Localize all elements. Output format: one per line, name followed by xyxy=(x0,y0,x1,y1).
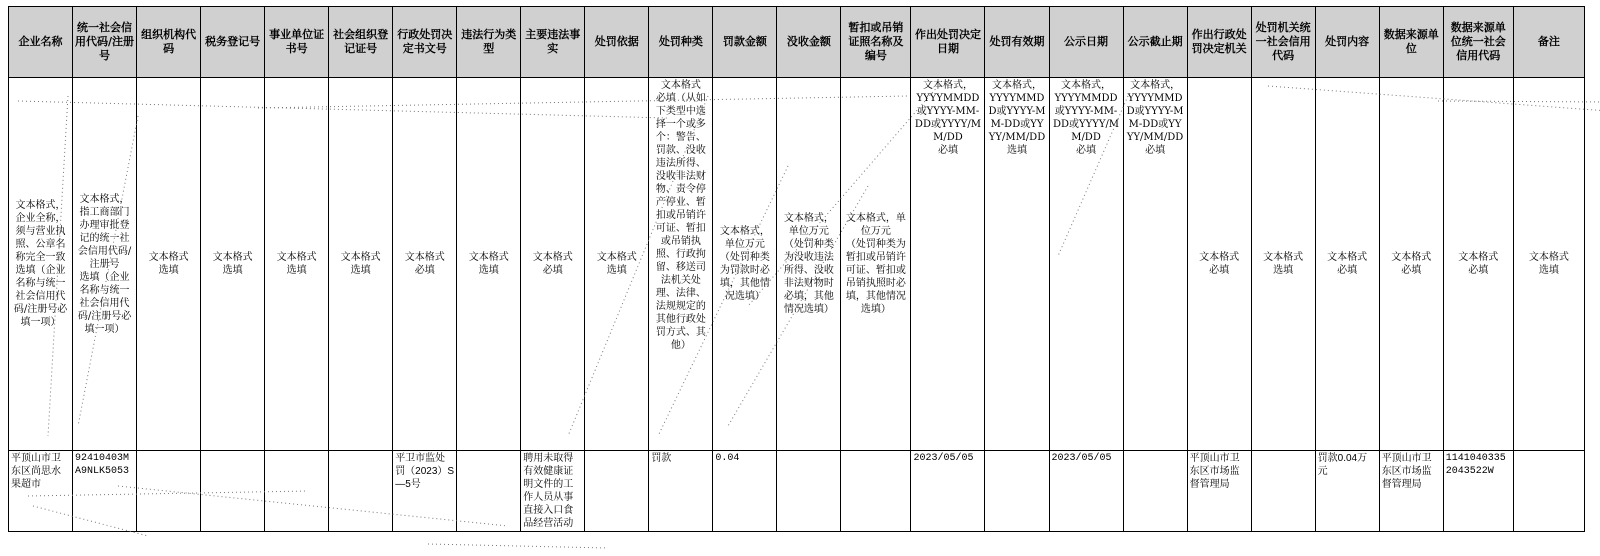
format-cell[interactable]: 文本格式 必填 xyxy=(1379,78,1443,451)
header-row xyxy=(9,7,1585,78)
data-cell[interactable]: 平卫市监处罚（2023）S—5号 xyxy=(393,451,457,532)
header-cell[interactable]: 统一社会信用代码/注册号 xyxy=(73,7,137,78)
format-cell[interactable]: 文本格式 必填 xyxy=(1315,78,1379,451)
data-cell[interactable] xyxy=(777,451,841,532)
header-cell[interactable]: 违法行为类型 xyxy=(457,7,521,78)
header-cell[interactable]: 罚款金额 xyxy=(713,7,777,78)
header-cell[interactable]: 作出处罚决定日期 xyxy=(911,7,985,78)
format-cell[interactable]: 文本格式， YYYYMMDD或YYYY-MM-DD或YYYY/MM/DD 必填 xyxy=(911,78,985,451)
header-cell[interactable]: 没收金额 xyxy=(777,7,841,78)
header-cell[interactable]: 处罚内容 xyxy=(1315,7,1379,78)
format-cell[interactable]: 文本格式 选填 xyxy=(201,78,265,451)
header-cell[interactable]: 数据来源单位统一社会信用代码 xyxy=(1443,7,1513,78)
format-cell[interactable]: 文本格式 选填 xyxy=(585,78,649,451)
penalty-table xyxy=(8,6,1585,532)
header-cell[interactable]: 行政处罚决定书文号 xyxy=(393,7,457,78)
format-cell[interactable]: 文本格式 选填 xyxy=(1251,78,1315,451)
data-cell[interactable] xyxy=(329,451,393,532)
data-cell[interactable]: 平顶山市卫东区市场监督管理局 xyxy=(1379,451,1443,532)
header-cell[interactable]: 事业单位证书号 xyxy=(265,7,329,78)
data-cell[interactable] xyxy=(585,451,649,532)
data-cell[interactable]: 罚款0.04万元 xyxy=(1315,451,1379,532)
format-cell[interactable]: 文本格式 必填（从如下类型中选择一个或多个：警告、罚款、没收违法所得、没收非法财物、责令停产停业、暂扣或吊销许可证、暂扣或吊销执照、行政拘留、移送司法机关处理、法律、法规规定的其他行政处罚方式、其他） xyxy=(649,78,713,451)
data-cell[interactable] xyxy=(201,451,265,532)
data-cell[interactable] xyxy=(265,451,329,532)
header-cell[interactable]: 企业名称 xyxy=(9,7,73,78)
header-cell[interactable]: 处罚有效期 xyxy=(985,7,1049,78)
data-cell[interactable]: 92410403MA9NLK5053 xyxy=(73,451,137,532)
format-cell[interactable]: 文本格式， YYYYMMDD或YYYY-MM-DD或YYYY/MM/DD 必填 xyxy=(1123,78,1187,451)
data-cell[interactable] xyxy=(1123,451,1187,532)
format-cell[interactable]: 文本格式， YYYYMMDD或YYYY-MM-DD或YYYY/MM/DD 选填 xyxy=(985,78,1049,451)
header-cell[interactable]: 组织机构代码 xyxy=(137,7,201,78)
format-cell[interactable]: 文本格式 选填 xyxy=(137,78,201,451)
data-cell[interactable] xyxy=(1513,451,1584,532)
format-cell[interactable]: 文本格式，指工商部门办理审批登记的统一社会信用代码/注册号 选填（企业名称与统一社会信用代码/注册号必填一项） xyxy=(73,78,137,451)
format-cell[interactable]: 文本格式 选填 xyxy=(1513,78,1584,451)
data-cell[interactable] xyxy=(137,451,201,532)
data-cell[interactable]: 2023/05/05 xyxy=(911,451,985,532)
header-cell[interactable]: 备注 xyxy=(1513,7,1584,78)
format-cell[interactable]: 文本格式 选填 xyxy=(329,78,393,451)
format-cell[interactable]: 文本格式 必填 xyxy=(1443,78,1513,451)
header-cell[interactable]: 处罚机关统一社会信用代码 xyxy=(1251,7,1315,78)
format-spec-row xyxy=(9,78,1585,451)
header-cell[interactable]: 公示日期 xyxy=(1049,7,1123,78)
header-cell[interactable]: 主要违法事实 xyxy=(521,7,585,78)
data-cell[interactable] xyxy=(841,451,911,532)
record-row xyxy=(9,451,1585,532)
format-cell[interactable]: 文本格式 必填 xyxy=(521,78,585,451)
data-cell[interactable]: 2023/05/05 xyxy=(1049,451,1123,532)
header-cell[interactable]: 作出行政处罚决定机关 xyxy=(1187,7,1251,78)
format-cell[interactable]: 文本格式，单位万元 （处罚种类为没收违法所得、没收非法财物时必填，其他情况选填） xyxy=(777,78,841,451)
format-cell[interactable]: 文本格式 必填 xyxy=(1187,78,1251,451)
data-cell[interactable]: 罚款 xyxy=(649,451,713,532)
format-cell[interactable]: 文本格式， YYYYMMDD或YYYY-MM-DD或YYYY/MM/DD 必填 xyxy=(1049,78,1123,451)
spreadsheet xyxy=(8,6,1598,546)
format-cell[interactable]: 文本格式，企业全称，须与营业执照、公章名称完全一致 选填（企业名称与统一社会信用代码/注册号必填一项） xyxy=(9,78,73,451)
header-cell[interactable]: 暂扣或吊销证照名称及编号 xyxy=(841,7,911,78)
data-cell[interactable]: 0.04 xyxy=(713,451,777,532)
header-cell[interactable]: 处罚依据 xyxy=(585,7,649,78)
data-cell[interactable]: 聘用未取得有效健康证明文件的工作人员从事直接入口食品经营活动 xyxy=(521,451,585,532)
data-cell[interactable] xyxy=(985,451,1049,532)
format-cell[interactable]: 文本格式 选填 xyxy=(265,78,329,451)
header-cell[interactable]: 数据来源单位 xyxy=(1379,7,1443,78)
format-cell[interactable]: 文本格式 选填 xyxy=(457,78,521,451)
format-cell[interactable]: 文本格式， 单位万元 （处罚种类为罚款时必填，其他情况选填） xyxy=(713,78,777,451)
data-cell[interactable]: 11410403352043522W xyxy=(1443,451,1513,532)
data-cell[interactable]: 平顶山市卫东区尚思水果超市 xyxy=(9,451,73,532)
format-cell[interactable]: 文本格式，单位万元 （处罚种类为暂扣或吊销许可证、暂扣或吊销执照时必填，其他情况选填） xyxy=(841,78,911,451)
data-cell[interactable]: 平顶山市卫东区市场监督管理局 xyxy=(1187,451,1251,532)
header-cell[interactable]: 公示截止期 xyxy=(1123,7,1187,78)
data-cell[interactable] xyxy=(457,451,521,532)
header-cell[interactable]: 处罚种类 xyxy=(649,7,713,78)
header-cell[interactable]: 社会组织登记证号 xyxy=(329,7,393,78)
format-cell[interactable]: 文本格式 必填 xyxy=(393,78,457,451)
header-cell[interactable]: 税务登记号 xyxy=(201,7,265,78)
data-cell[interactable] xyxy=(1251,451,1315,532)
